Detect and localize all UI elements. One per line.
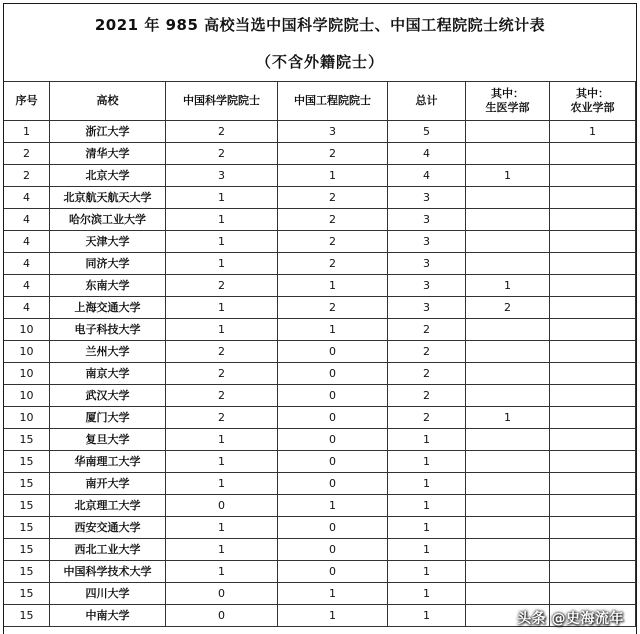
cell-cas: 2: [166, 385, 278, 407]
statistics-sheet: [3, 3, 637, 634]
cell-bio: [466, 341, 550, 363]
cell-bio: 1: [466, 275, 550, 297]
cell-cas: 1: [166, 209, 278, 231]
cell-total: 1: [388, 539, 466, 561]
table-row: [4, 341, 636, 363]
cell-cae: 2: [278, 143, 388, 165]
cell-agri: [550, 495, 636, 517]
table-row: [4, 231, 636, 253]
cell-total: 4: [388, 165, 466, 187]
cell-rank: 10: [4, 385, 50, 407]
cell-rank: 4: [4, 253, 50, 275]
header-school: 高校: [50, 82, 166, 121]
table-row: [4, 429, 636, 451]
cell-cas: 1: [166, 297, 278, 319]
cell-bio: [466, 539, 550, 561]
cell-cas: 1: [166, 539, 278, 561]
cell-bio: [466, 363, 550, 385]
cell-total: 1: [388, 605, 466, 627]
cell-bio: [466, 473, 550, 495]
cell-bio: 1: [466, 407, 550, 429]
cell-cae: 0: [278, 363, 388, 385]
cell-bio: [466, 143, 550, 165]
cell-bio: [466, 121, 550, 143]
cell-rank: 15: [4, 561, 50, 583]
table-row: [4, 187, 636, 209]
cell-rank: 4: [4, 275, 50, 297]
table-row: [4, 473, 636, 495]
table-body: [4, 121, 636, 627]
cell-cae: 0: [278, 517, 388, 539]
table-row: [4, 297, 636, 319]
cell-cae: 3: [278, 121, 388, 143]
header-agri: [550, 82, 636, 121]
cell-school: 北京航天航天大学: [50, 187, 166, 209]
cell-rank: 10: [4, 407, 50, 429]
cell-bio: [466, 385, 550, 407]
cell-cae: 2: [278, 297, 388, 319]
cell-rank: 15: [4, 517, 50, 539]
cell-agri: [550, 517, 636, 539]
header-total: 总计: [388, 82, 466, 121]
cell-cas: 1: [166, 253, 278, 275]
cell-total: 3: [388, 209, 466, 231]
cell-cae: 0: [278, 385, 388, 407]
cell-cas: 1: [166, 187, 278, 209]
page-title: 2021 年 985 高校当选中国科学院院士、中国工程院院士统计表: [94, 16, 546, 34]
cell-agri: [550, 275, 636, 297]
cell-total: 1: [388, 429, 466, 451]
cell-agri: [550, 165, 636, 187]
cell-rank: 15: [4, 539, 50, 561]
cell-total: 1: [388, 583, 466, 605]
cell-school: 西安交通大学: [50, 517, 166, 539]
cell-cae: 2: [278, 231, 388, 253]
page-subtitle: （不含外籍院士）: [255, 53, 384, 71]
cell-agri: [550, 319, 636, 341]
cell-cas: 0: [166, 495, 278, 517]
cell-agri: [550, 385, 636, 407]
cell-total: 3: [388, 275, 466, 297]
cell-rank: 15: [4, 429, 50, 451]
cell-total: 1: [388, 473, 466, 495]
cell-cas: 2: [166, 275, 278, 297]
cell-cae: 0: [278, 473, 388, 495]
cell-school: 清华大学: [50, 143, 166, 165]
cell-rank: 15: [4, 451, 50, 473]
cell-agri: [550, 451, 636, 473]
cell-bio: [466, 253, 550, 275]
cell-cae: 0: [278, 451, 388, 473]
cell-school: 电子科技大学: [50, 319, 166, 341]
table-row: [4, 583, 636, 605]
cell-cas: 1: [166, 561, 278, 583]
table-row: [4, 385, 636, 407]
header-bio: [466, 82, 550, 121]
cell-school: 东南大学: [50, 275, 166, 297]
header-rank: 序号: [4, 82, 50, 121]
cell-total: 1: [388, 495, 466, 517]
cell-agri: [550, 297, 636, 319]
table-row: [4, 561, 636, 583]
cell-bio: [466, 209, 550, 231]
cell-school: 西北工业大学: [50, 539, 166, 561]
cell-agri: [550, 539, 636, 561]
cell-school: 上海交通大学: [50, 297, 166, 319]
cell-rank: 15: [4, 473, 50, 495]
cell-cae: 0: [278, 561, 388, 583]
cell-cas: 1: [166, 451, 278, 473]
cell-cae: 0: [278, 341, 388, 363]
table-row: [4, 517, 636, 539]
header-agri-line1: 其中：: [576, 87, 609, 100]
cell-total: 3: [388, 187, 466, 209]
cell-school: 哈尔滨工业大学: [50, 209, 166, 231]
cell-cae: 1: [278, 319, 388, 341]
cell-cas: 1: [166, 517, 278, 539]
table-row: [4, 143, 636, 165]
cell-bio: [466, 429, 550, 451]
cell-total: 3: [388, 253, 466, 275]
table-row: [4, 451, 636, 473]
cell-total: 3: [388, 297, 466, 319]
cell-school: 南开大学: [50, 473, 166, 495]
cell-total: 5: [388, 121, 466, 143]
cell-bio: [466, 495, 550, 517]
cell-cae: 1: [278, 275, 388, 297]
header-cae: 中国工程院院士: [278, 82, 388, 121]
cell-school: 兰州大学: [50, 341, 166, 363]
cell-school: 中国科学技术大学: [50, 561, 166, 583]
cell-school: 四川大学: [50, 583, 166, 605]
cell-agri: [550, 187, 636, 209]
table-row: [4, 407, 636, 429]
cell-cae: 2: [278, 209, 388, 231]
cell-rank: 2: [4, 143, 50, 165]
cell-bio: [466, 583, 550, 605]
cell-rank: 15: [4, 583, 50, 605]
table-row: [4, 539, 636, 561]
cell-rank: 15: [4, 605, 50, 627]
cell-bio: [466, 451, 550, 473]
cell-cas: 1: [166, 429, 278, 451]
cell-cas: 1: [166, 319, 278, 341]
table-row: [4, 165, 636, 187]
cell-cae: 1: [278, 605, 388, 627]
academician-table: [3, 81, 636, 627]
cell-total: 2: [388, 385, 466, 407]
header-agri-line2: 农业学部: [570, 101, 615, 114]
cell-agri: [550, 231, 636, 253]
cell-total: 2: [388, 319, 466, 341]
cell-rank: 15: [4, 495, 50, 517]
cell-agri: 1: [550, 121, 636, 143]
cell-total: 2: [388, 407, 466, 429]
table-row: [4, 253, 636, 275]
cell-agri: [550, 209, 636, 231]
cell-total: 1: [388, 561, 466, 583]
cell-agri: [550, 143, 636, 165]
cell-school: 中南大学: [50, 605, 166, 627]
cell-cas: 0: [166, 605, 278, 627]
cell-bio: 2: [466, 297, 550, 319]
cell-total: 1: [388, 451, 466, 473]
cell-school: 南京大学: [50, 363, 166, 385]
cell-school: 华南理工大学: [50, 451, 166, 473]
cell-total: 2: [388, 341, 466, 363]
cell-cas: 2: [166, 341, 278, 363]
cell-cas: 2: [166, 407, 278, 429]
cell-school: 北京理工大学: [50, 495, 166, 517]
cell-school: 浙江大学: [50, 121, 166, 143]
cell-agri: [550, 407, 636, 429]
cell-total: 1: [388, 517, 466, 539]
table-row: [4, 495, 636, 517]
header-cas: 中国科学院院士: [166, 82, 278, 121]
table-row: [4, 319, 636, 341]
cell-cas: 2: [166, 363, 278, 385]
cell-agri: [550, 363, 636, 385]
cell-rank: 4: [4, 187, 50, 209]
cell-cae: 2: [278, 253, 388, 275]
cell-total: 2: [388, 363, 466, 385]
cell-rank: 1: [4, 121, 50, 143]
watermark: 头条 @史海流年: [517, 611, 624, 627]
cell-bio: [466, 231, 550, 253]
cell-cas: 1: [166, 473, 278, 495]
cell-rank: 2: [4, 165, 50, 187]
cell-agri: [550, 253, 636, 275]
cell-cas: 1: [166, 231, 278, 253]
cell-school: 天津大学: [50, 231, 166, 253]
table-row: [4, 121, 636, 143]
cell-agri: [550, 473, 636, 495]
cell-cae: 2: [278, 187, 388, 209]
cell-rank: 10: [4, 363, 50, 385]
cell-cas: 2: [166, 143, 278, 165]
header-bio-line2: 生医学部: [485, 101, 530, 114]
table-row: [4, 209, 636, 231]
cell-cae: 0: [278, 539, 388, 561]
header-bio-line1: 其中：: [491, 87, 524, 100]
cell-agri: [550, 429, 636, 451]
cell-cae: 1: [278, 165, 388, 187]
header-row: [4, 82, 636, 121]
cell-agri: [550, 583, 636, 605]
cell-cae: 1: [278, 495, 388, 517]
cell-cas: 0: [166, 583, 278, 605]
cell-school: 武汉大学: [50, 385, 166, 407]
cell-school: 厦门大学: [50, 407, 166, 429]
cell-school: 复旦大学: [50, 429, 166, 451]
cell-school: 北京大学: [50, 165, 166, 187]
table-row: [4, 275, 636, 297]
cell-school: 同济大学: [50, 253, 166, 275]
cell-cas: 2: [166, 121, 278, 143]
cell-bio: [466, 517, 550, 539]
cell-bio: [466, 319, 550, 341]
cell-cae: 1: [278, 583, 388, 605]
cell-cae: 0: [278, 429, 388, 451]
cell-rank: 10: [4, 341, 50, 363]
cell-agri: [550, 341, 636, 363]
cell-bio: [466, 561, 550, 583]
cell-cas: 3: [166, 165, 278, 187]
cell-rank: 10: [4, 319, 50, 341]
cell-rank: 4: [4, 231, 50, 253]
cell-total: 4: [388, 143, 466, 165]
cell-agri: [550, 561, 636, 583]
cell-rank: 4: [4, 209, 50, 231]
cell-bio: 1: [466, 165, 550, 187]
cell-total: 3: [388, 231, 466, 253]
cell-cae: 0: [278, 407, 388, 429]
cell-bio: [466, 187, 550, 209]
cell-rank: 4: [4, 297, 50, 319]
table-row: [4, 363, 636, 385]
